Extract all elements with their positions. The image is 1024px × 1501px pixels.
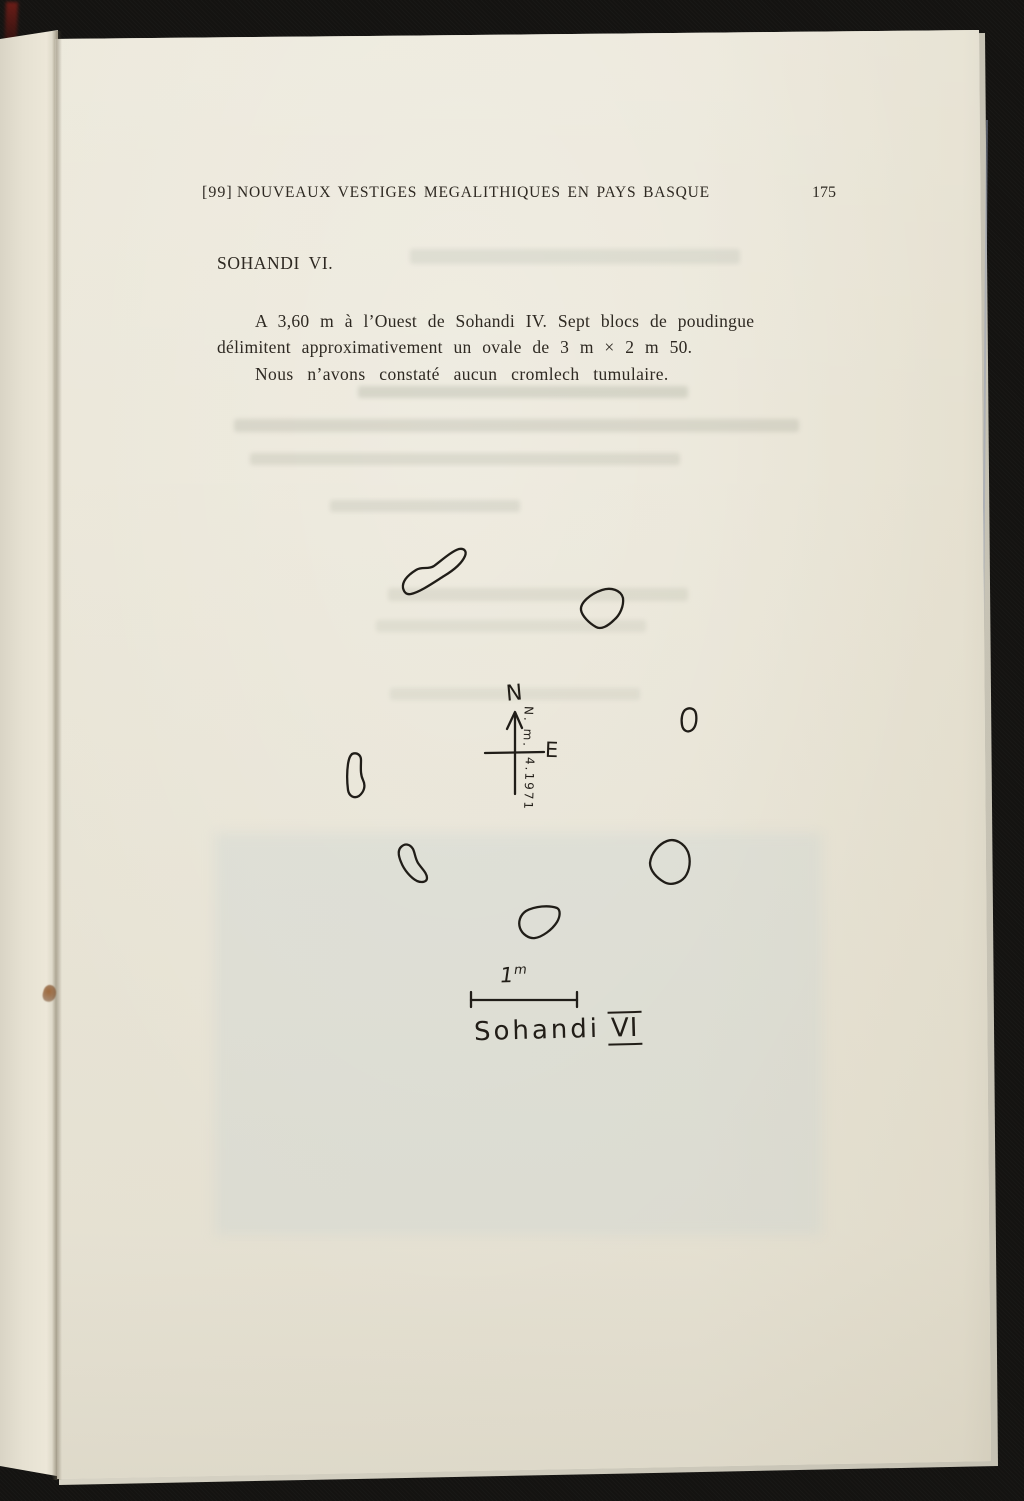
stone-outline-3 — [682, 708, 697, 731]
show-through-line — [250, 453, 680, 465]
survey-date-note: 4.1971 — [521, 756, 537, 812]
citation-number: [99] — [202, 184, 233, 201]
previous-page-edge — [0, 30, 58, 1482]
stone-outline-4 — [347, 753, 364, 797]
stone-outline-2 — [581, 589, 623, 628]
page-number: 175 — [812, 184, 836, 201]
show-through-line — [358, 386, 688, 398]
figure-caption-name: Sohandi — [473, 1013, 601, 1048]
stone-outline-7 — [519, 906, 559, 938]
section-heading: SOHANDI VI. — [217, 253, 334, 273]
show-through-line — [234, 419, 799, 432]
stone-outline-1 — [403, 549, 466, 594]
magnetic-north-note: N. m. — [520, 705, 536, 749]
body-text-line-3: Nous n’avons constaté aucun cromlech tumulaire. — [255, 364, 669, 384]
north-label: N — [504, 680, 524, 707]
east-label: E — [544, 737, 559, 763]
body-text-line-1: A 3,60 m à l’Ouest de Sohandi IV. Sept blocs de poudingue — [255, 311, 755, 331]
scale-number: 1 — [498, 963, 516, 988]
show-through-line — [410, 249, 740, 264]
figure-caption-numeral: VI — [608, 1011, 642, 1046]
scale-unit: m — [512, 962, 529, 979]
stone-circle-plan — [330, 540, 710, 1010]
running-title: NOUVEAUX VESTIGES MEGALITHIQUES EN PAYS BASQUE — [237, 184, 710, 201]
stone-outline-5 — [399, 845, 427, 882]
figure-caption — [474, 1013, 642, 1047]
page-crease-shadow — [52, 31, 62, 1480]
body-text-line-2: délimitent approximativement un ovale de 3 m × 2 m 50. — [217, 337, 693, 357]
east-west-line — [485, 752, 544, 753]
scale-label — [498, 963, 529, 988]
show-through-line — [330, 500, 520, 512]
stone-outline-6 — [650, 840, 690, 884]
